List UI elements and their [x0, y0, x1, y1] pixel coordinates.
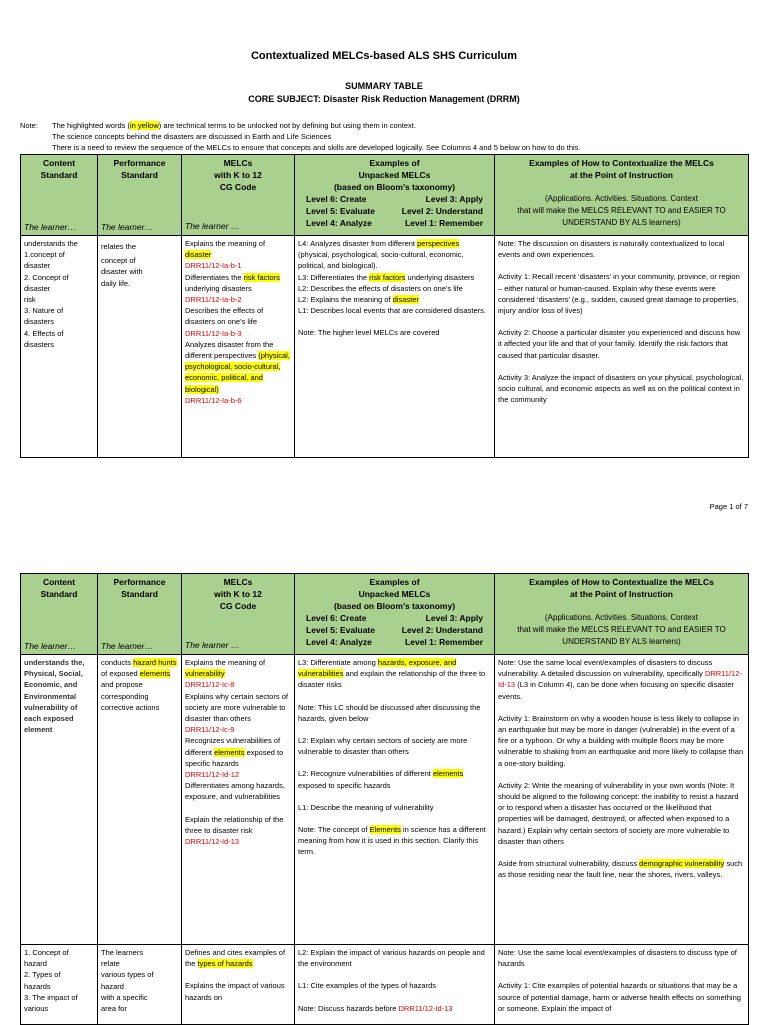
header-unpacked-melcs: Examples of Unpacked MELCs (based on Bloom’s taxonomy) Level 6: Create Level 3: Apply Level 5: Evaluate Level 2: Understand Level 4: Analyze Level 1: Remember — [295, 574, 495, 655]
summary-table-page-1 — [20, 154, 749, 458]
header-contextualize: Examples of How to Contextualize the MELCs at the Point of Instruction (Applications. Activities. Situations. Context that will make the MELCS RELEVANT TO and EASIER TO UNDERSTAND BY ALS learners) — [495, 574, 749, 655]
melcs-cell: Explains the meaning of vulnerability DRR11/12-Ic-8 Explains why certain sectors of society are more vulnerable to disaster than others DRR11/12-Ic-9 Recognizes vulnerabilities of different elements exposed to specific hazards DRR11/12-Id-12 Differentiates among hazards, exposure, and vulnerabilities Explain the relationship of the three to disaster risk DRR11/12-Id-13 — [182, 655, 295, 945]
header-content-standard: Content Standard The learner… — [21, 574, 98, 655]
unpacked-melcs-cell: L3: Differentiate among hazards, exposure, and vulnerabilities and explain the relationship of the three to disaster risks Note: This LC should be discussed after discussing the hazards, given below L2: Explain why certain sectors of society are more vulnerable to disaster than others L2: Recognize vulnerabilities of different elements exposed to specific hazards L1: Describe the meaning of vulnerability Note: The concept of Elements in science has a different meaning from how it is used in this section. Clarify this term. — [295, 655, 495, 945]
performance-standard-cell: relates the concept of disaster with daily life. — [98, 236, 182, 458]
table-row — [21, 945, 749, 1025]
header-content-standard: Content Standard The learner… — [21, 155, 98, 236]
performance-standard-cell: conducts hazard hunts of exposed elements and propose corresponding corrective actions — [98, 655, 182, 945]
note-line-1: The highlighted words (in yellow) are technical terms to be unlocked not by defining but using them in context. — [52, 121, 416, 130]
contextualize-cell: Note: Use the same local event/examples of disasters to discuss vulnerability. A detailed discussion on vulnerability, specifically DRR11/12-Id-13 (L3 in Column 4), can be done when focusing on specific disaster events. Activity 1: Brainstorm on why a wooden house is less likely to collapse in an earthquake but may be more in danger (vulnerable) in the event of a fire or a typhoon. Or why a building with multiple floors may be more vulnerable to shaking from an earthquake and more likely to collapse than a one-story building. Activity 2: Write the meaning of vulnerability in your own words (Note: It should be aligned to the following concept: the inability to resist a hazard or to respond when a disaster has occurred or the likelihood that properties will be damaged, destroyed, or affected when exposed to a hazard.) Explain why certain sectors of society are more vulnerable to disaster than others Aside from structural vulnerability, discuss demographic vulnerability such as those residing near the fault line, near the shores, rivers, valleys. — [495, 655, 749, 945]
note-line-3: There is a need to review the sequence of the MELCs to ensure that concepts and skills are developed logically. See Columns 4 and 5 below on how to do this. — [52, 143, 581, 152]
content-standard-cell: understands the, Physical, Social, Economic, and Environmental vulnerability of each exposed element — [21, 655, 98, 945]
melcs-cell: Defines and cites examples of the types of hazards Explains the impact of various hazards on — [182, 945, 295, 1025]
table-row — [21, 236, 749, 458]
table-row — [21, 655, 749, 945]
note-block — [20, 120, 760, 153]
document-title: Contextualized MELCs-based ALS SHS Curriculum — [250, 50, 518, 62]
performance-standard-cell: The learners relate various types of hazard with a specific area for — [98, 945, 182, 1025]
page-break — [0, 520, 768, 560]
header-melcs: MELCs with K to 12 CG Code The learner … — [182, 155, 295, 236]
summary-table-heading: SUMMARY TABLE — [345, 81, 423, 91]
contextualize-cell: Note: Use the same local event/examples of disasters to discuss type of hazards Activity 1: Cite examples of potential hazards or situations that may be a source of potential damage, harm or adverse health effects on something or someone. Explain the impact of — [495, 945, 749, 1025]
core-subject-heading: CORE SUBJECT: Disaster Risk Reduction Management (DRRM) — [248, 94, 520, 104]
unpacked-melcs-cell: L4: Analyzes disaster from different perspectives (physical, psychological, socio-cultural, economic, political, and biological). L3: Differentiates the risk factors underlying disasters L2: Describes the effects of disasters on one’s life L2: Explains the meaning of disaster L1: Describes local events that are considered disasters. Note: The higher level MELCs are covered — [295, 236, 495, 458]
page-number: Page 1 of 7 — [709, 502, 748, 511]
content-standard-cell: 1. Concept of hazard 2. Types of hazards 3. The impact of various — [21, 945, 98, 1025]
content-standard-cell: understands the 1.concept of disaster 2. Concept of disaster risk 3. Nature of disasters 4. Effects of disasters — [21, 236, 98, 458]
page-2 — [0, 560, 768, 1024]
melcs-cell: Explains the meaning of disaster DRR11/12-Ia-b-1 Differentiates the risk factors underlying disasters DRR11/12-Ia-b-2 Describes the effects of disasters on one’s life DRR11/12-Ia-b-3 Analyzes disaster from the different perspectives (physical, psychological, socio-cultural, economic, political, and biological) DRR11/12-Ia-b-6 — [182, 236, 295, 458]
header-unpacked-melcs: Examples of Unpacked MELCs (based on Bloom’s taxonomy) Level 6: Create Level 3: Apply Level 5: Evaluate Level 2: Understand Level 4: Analyze Level 1: Remember — [295, 155, 495, 236]
header-melcs: MELCs with K to 12 CG Code The learner … — [182, 574, 295, 655]
table-header-row — [21, 155, 749, 236]
header-performance-standard: Performance Standard The learner… — [98, 155, 182, 236]
contextualize-cell: Note: The discussion on disasters is naturally contextualized to local events and own experiences. Activity 1: Recall recent ‘disasters’ in your community, province, or region – either natural or human-caused. Explain why these events were considered ‘disasters’ (e.g., sudden, caused great damage to properties, injury and/or loss of lives) Activity 2: Choose a particular disaster you experienced and discuss how it affected your life and that of your family. Identify the risk factors that caused that particular disaster. Activity 3: Analyze the impact of disasters on your physical, psychological, socio cultural, and economic aspects as well as on the political context in the community — [495, 236, 749, 458]
header-performance-standard: Performance Standard The learner… — [98, 574, 182, 655]
header-contextualize: Examples of How to Contextualize the MELCs at the Point of Instruction (Applications. Activities. Situations. Context that will make the MELCS RELEVANT TO and EASIER TO UNDERSTAND BY ALS learners) — [495, 155, 749, 236]
note-line-2: The science concepts behind the disasters are discussed in Earth and Life Sciences — [52, 132, 332, 141]
summary-table-page-2 — [20, 573, 749, 1025]
unpacked-melcs-cell: L2: Explain the impact of various hazards on people and the environment L1: Cite examples of the types of hazards Note: Discuss hazards before DRR11/12-Id-13 — [295, 945, 495, 1025]
note-label: Note: — [20, 121, 38, 130]
table-header-row — [21, 574, 749, 655]
